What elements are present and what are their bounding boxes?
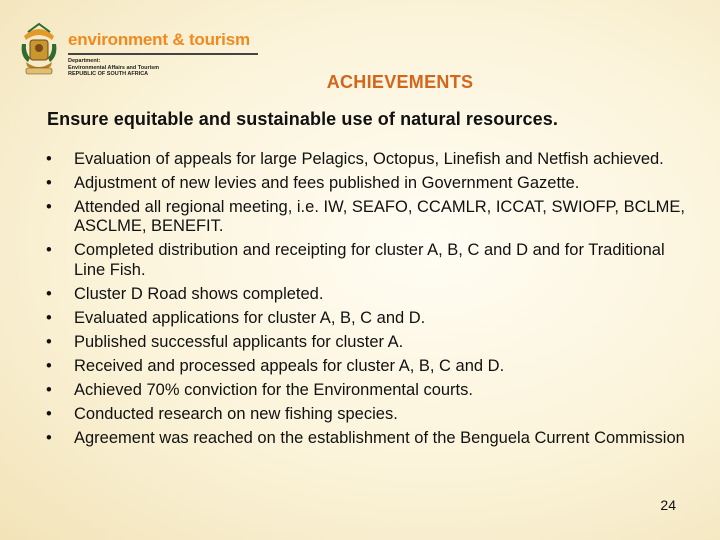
bullet-text: Received and processed appeals for cluster A, B, C and D. (74, 356, 505, 375)
bullet-item (46, 429, 696, 448)
bullet-item (46, 357, 696, 376)
bullet-icon: • (46, 380, 52, 399)
dept-line: Environmental Affairs and Tourism (68, 64, 160, 71)
bullet-text: Completed distribution and receipting for cluster A, B, C and D and for Traditional Line Fish. (74, 241, 665, 279)
bullet-text: Evaluated applications for cluster A, B, C and D. (74, 308, 426, 327)
bullet-text: Agreement was reached on the establishment of the Benguela Current Commission (74, 428, 685, 447)
bullet-icon: • (46, 284, 52, 303)
bullet-text: Achieved 70% conviction for the Environmental courts. (74, 380, 473, 399)
brand-divider (68, 53, 258, 55)
bullet-list (46, 150, 696, 453)
bullet-item (46, 241, 696, 280)
bullet-item (46, 174, 696, 193)
slide-subtitle: Ensure equitable and sustainable use of natural resources. (47, 109, 558, 129)
bullet-icon: • (46, 428, 52, 447)
bullet-text: Cluster D Road shows completed. (74, 284, 324, 303)
bullet-icon: • (46, 198, 52, 216)
dept-line: REPUBLIC OF SOUTH AFRICA (68, 71, 149, 77)
bullet-text: Evaluation of appeals for large Pelagics, Octopus, Linefish and Netfish achieved. (74, 150, 664, 168)
brand-block (68, 30, 273, 78)
bullet-icon: • (46, 150, 52, 168)
bullet-item (46, 285, 696, 304)
bullet-icon: • (46, 332, 52, 351)
bullet-item (46, 150, 696, 169)
bullet-icon: • (46, 241, 52, 260)
bullet-icon: • (46, 308, 52, 327)
bullet-text: Conducted research on new fishing species. (74, 404, 398, 423)
bullet-text: Adjustment of new levies and fees published in Government Gazette. (74, 174, 580, 192)
page-number: 24 (660, 497, 676, 513)
bullet-text: Published successful applicants for cluster A. (74, 332, 404, 351)
page-title: ACHIEVEMENTS (326, 72, 474, 92)
bullet-icon: • (46, 356, 52, 375)
bullet-item (46, 405, 696, 424)
bullet-item (46, 198, 696, 237)
bullet-item (46, 381, 696, 400)
bullet-item (46, 309, 696, 328)
bullet-icon: • (46, 404, 52, 423)
brand-title: environment & tourism (68, 30, 250, 49)
bullet-icon: • (46, 174, 52, 192)
dept-line: Department: (68, 58, 101, 64)
bullet-text: Attended all regional meeting, i.e. IW, SEAFO, CCAMLR, ICCAT, SWIOFP, BCLME, ASCLME, BENEFIT. (74, 198, 686, 236)
bullet-item (46, 333, 696, 352)
